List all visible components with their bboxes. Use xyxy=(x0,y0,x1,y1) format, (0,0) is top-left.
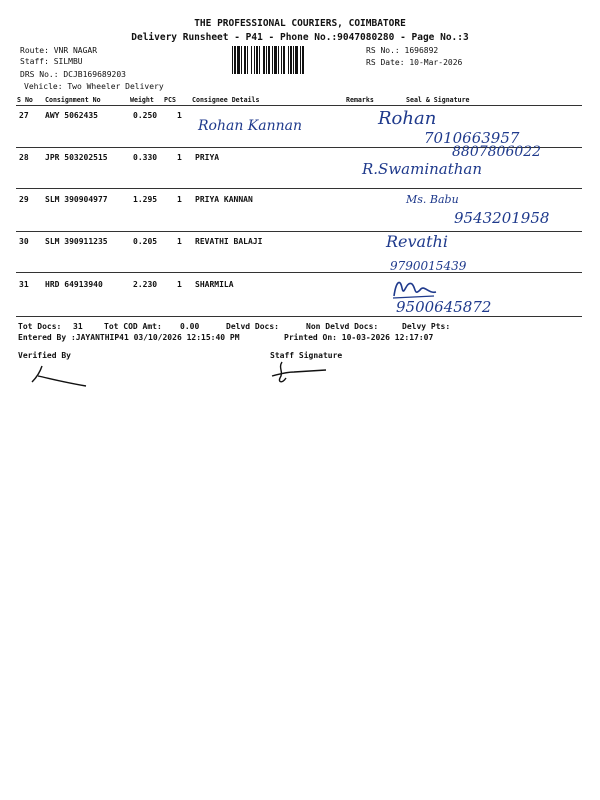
staff-field: Staff: SILMBU xyxy=(20,57,83,66)
row-28-phone: 8807806022 xyxy=(452,144,542,160)
col-header-seal-signature: Seal & Signature xyxy=(406,96,470,104)
barcode-image xyxy=(232,46,360,74)
delivery-points-label: Delvy Pts: xyxy=(402,322,451,331)
header-divider xyxy=(16,105,582,106)
verified-by-label: Verified By xyxy=(18,351,71,360)
row-30-phone: 9790015439 xyxy=(390,259,467,273)
row-29-signature: Ms. Babu xyxy=(406,193,459,206)
row-divider xyxy=(16,272,582,273)
col-header-weight: Weight xyxy=(130,96,154,104)
total-docs-value: 31 xyxy=(73,322,83,331)
verifier-signature-scribble xyxy=(28,362,90,388)
vehicle-field: Vehicle: Two Wheeler Delivery xyxy=(24,82,164,91)
staff-signature-label: Staff Signature xyxy=(270,351,343,360)
row-31-sno: 31 xyxy=(19,280,29,289)
row-27-pcs: 1 xyxy=(177,111,182,120)
row-31-consignment: HRD 64913940 xyxy=(45,280,103,289)
row-31-pcs: 1 xyxy=(177,280,182,289)
row-31-phone: 9500645872 xyxy=(396,298,492,316)
row-29-weight: 1.295 xyxy=(133,195,158,204)
col-header-sno: S No xyxy=(17,96,33,104)
non-delivered-docs-label: Non Delvd Docs: xyxy=(306,322,379,331)
row-28-pcs: 1 xyxy=(177,153,182,162)
col-header-pcs: PCS xyxy=(164,96,176,104)
row-27-sno: 27 xyxy=(19,111,29,120)
row-29-sno: 29 xyxy=(19,195,29,204)
row-28-consignee: PRIYA xyxy=(195,153,220,162)
row-30-consignee: REVATHI BALAJI xyxy=(195,237,263,246)
row-30-signature: Revathi xyxy=(386,232,448,251)
row-30-sno: 30 xyxy=(19,237,29,246)
row-28-sno: 28 xyxy=(19,153,29,162)
row-27-consignment: AWY 5062435 xyxy=(45,111,98,120)
printed-on: Printed On: 10-03-2026 12:17:07 xyxy=(284,333,434,342)
table-bottom-divider xyxy=(16,316,582,317)
total-docs-label: Tot Docs: xyxy=(18,322,62,331)
row-29-consignee: PRIYA KANNAN xyxy=(195,195,253,204)
delivered-docs-label: Delvd Docs: xyxy=(226,322,279,331)
total-cod-value: 0.00 xyxy=(180,322,200,331)
row-27-weight: 0.250 xyxy=(133,111,158,120)
runsheet-subtitle: Delivery Runsheet - P41 - Phone No.:9047080280 - Page No.:3 xyxy=(131,32,469,43)
row-divider xyxy=(16,231,582,232)
col-header-consignee: Consignee Details xyxy=(192,96,260,104)
route-field: Route: VNR NAGAR xyxy=(20,46,98,55)
row-divider xyxy=(16,188,582,189)
entered-by: Entered By :JAYANTHIP41 03/10/2026 12:15:40 PM xyxy=(18,333,240,342)
row-27-handwritten-consignee: Rohan Kannan xyxy=(198,118,303,134)
row-28-weight: 0.330 xyxy=(133,153,158,162)
row-30-consignment: SLM 390911235 xyxy=(45,237,108,246)
drs-field: DRS No.: DCJB169689203 xyxy=(20,70,126,79)
row-31-weight: 2.230 xyxy=(133,280,158,289)
rs-number-field: RS No.: 1696892 xyxy=(366,46,439,55)
row-27-phone: 7010663957 xyxy=(424,129,520,147)
col-header-consignment: Consignment No xyxy=(45,96,101,104)
total-cod-label: Tot COD Amt: xyxy=(104,322,162,331)
row-29-pcs: 1 xyxy=(177,195,182,204)
document-title: THE PROFESSIONAL COURIERS, COIMBATORE xyxy=(194,18,406,29)
row-29-consignment: SLM 390904977 xyxy=(45,195,108,204)
row-31-consignee: SHARMILA xyxy=(195,280,234,289)
row-30-weight: 0.205 xyxy=(133,237,158,246)
col-header-remarks: Remarks xyxy=(346,96,374,104)
rs-date-field: RS Date: 10-Mar-2026 xyxy=(366,58,463,67)
staff-signature-scribble xyxy=(268,360,330,386)
row-27-signature: Rohan xyxy=(378,108,437,129)
row-28-signature: R.Swaminathan xyxy=(362,160,483,178)
row-28-consignment: JPR 503202515 xyxy=(45,153,108,162)
row-30-pcs: 1 xyxy=(177,237,182,246)
row-29-phone: 9543201958 xyxy=(454,209,550,227)
